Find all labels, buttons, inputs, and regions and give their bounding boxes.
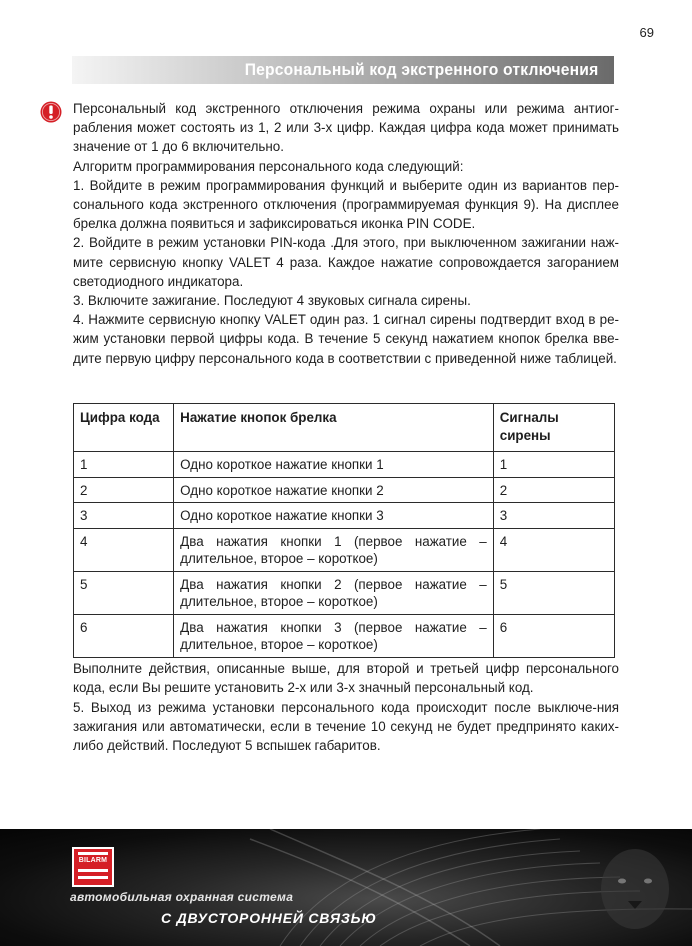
table-header-cell: Сигналы сирены <box>493 404 614 452</box>
closing-text <box>73 659 619 755</box>
table-cell: Одно короткое нажатие кнопки 1 <box>174 452 494 478</box>
section-title-bar <box>72 56 614 84</box>
footer-subtitle: С ДВУСТОРОННЕЙ СВЯЗЬЮ <box>161 910 377 926</box>
table-header-cell: Цифра кода <box>74 404 174 452</box>
leopard-head-graphic <box>601 849 669 929</box>
step-3-paragraph: 3. Включите зажигание. Последуют 4 звуковых сигнала сирены. <box>73 293 471 309</box>
table-row <box>74 571 615 614</box>
page-number: 69 <box>639 25 654 40</box>
table-header-row <box>74 404 615 452</box>
table-row <box>74 452 615 478</box>
table-row <box>74 614 615 657</box>
table-cell: Одно короткое нажатие кнопки 2 <box>174 477 494 503</box>
table-header-cell: Нажатие кнопок брелка <box>174 404 494 452</box>
table-cell: Два нажатия кнопки 3 (первое нажатие – длительное, второе – короткое) <box>174 614 494 657</box>
footer-tagline: автомобильная охранная система <box>70 890 294 904</box>
table-cell: 6 <box>493 614 614 657</box>
section-title: Персональный код экстренного отключения <box>244 60 598 79</box>
table-cell: 3 <box>493 503 614 529</box>
intro-text <box>73 99 619 368</box>
table-row <box>74 477 615 503</box>
table-cell: 4 <box>74 528 174 571</box>
table-cell: 3 <box>74 503 174 529</box>
step-4-paragraph: 4. Нажмите сервисную кнопку VALET один раз. 1 сигнал сирены подтвердит вход в ре-жим установки первой цифры кода. В течение 5 секунд нажатием кнопок брелка вве-дите первую цифру персонального кода в соответствии с приведенной ниже таблицей. <box>73 312 619 366</box>
table-cell: 6 <box>74 614 174 657</box>
step-1-paragraph: 1. Войдите в режим программирования функций и выберите один из вариантов пер-сонального кода экстренного отключения (программируемая функция 9). На дисплее брелка должна появиться и зафиксироваться иконка PIN CODE. <box>73 177 619 232</box>
code-table <box>73 403 615 658</box>
table-cell: 4 <box>493 528 614 571</box>
table-row <box>74 503 615 529</box>
table-cell: 5 <box>74 571 174 614</box>
intro-paragraph: Персональный код экстренного отключения режима охраны или режима антиог-рабления может состоять из 1, 2 или 3-х цифр. Каждая цифра кода может принимать значение от 1 до 6 включительно. <box>73 101 619 155</box>
table-cell: 2 <box>493 477 614 503</box>
closing-paragraph: Выполните действия, описанные выше, для второй и третьей цифр персонального кода, если Вы решите установить 2-х или 3-х значный персональный код. <box>73 661 619 696</box>
exclamation-icon <box>40 101 62 123</box>
table-cell: Два нажатия кнопки 2 (первое нажатие – длительное, второе – короткое) <box>174 571 494 614</box>
table-cell: 5 <box>493 571 614 614</box>
step-2-paragraph: 2. Войдите в режим установки PIN-кода .Для этого, при выключенном зажигании наж-мите сервисную кнопку VALET 4 раза. Каждое нажатие сопровождается загоранием светодиодного индикатора. <box>73 235 619 289</box>
table-cell: 2 <box>74 477 174 503</box>
bilarm-logo <box>72 847 114 887</box>
table-cell: 1 <box>74 452 174 478</box>
table-row <box>74 528 615 571</box>
logo-text: BILARM <box>78 857 108 864</box>
step-5-paragraph: 5. Выход из режима установки персонального кода происходит после выключе-ния зажигания или автоматически, если в течение 10 секунд не будет предпринято каких-либо действий. Последуют 5 вспышек габаритов. <box>73 699 619 754</box>
table-cell: Одно короткое нажатие кнопки 3 <box>174 503 494 529</box>
table-cell: 1 <box>493 452 614 478</box>
intro-paragraph: Алгоритм программирования персонального кода следующий: <box>73 158 464 174</box>
table-cell: Два нажатия кнопки 1 (первое нажатие – длительное, второе – короткое) <box>174 528 494 571</box>
footer-banner <box>0 829 692 946</box>
